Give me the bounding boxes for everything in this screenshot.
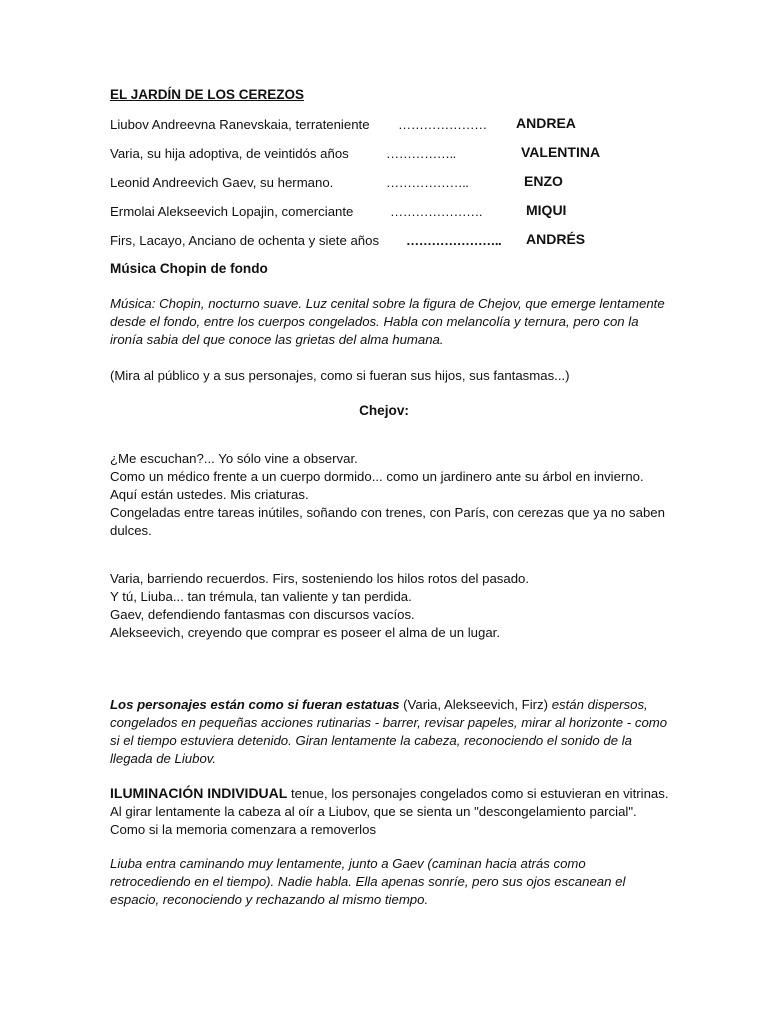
- stage-note: [110, 367, 670, 385]
- speech-line: Gaev, defendiendo fantasmas con discursos vacíos.: [110, 607, 415, 622]
- statues-text: [110, 696, 670, 768]
- cast-dots: ……………..: [386, 146, 456, 161]
- cast-actor: ANDRÉS: [526, 231, 586, 247]
- entrance-paragraph: [110, 855, 670, 909]
- speech-line: Aquí están ustedes. Mis criaturas.: [110, 487, 309, 502]
- stage-note-text: (Mira al público y a sus personajes, como si fueran sus hijos, sus fantasmas...): [110, 368, 570, 383]
- speech-line: Varia, barriendo recuerdos. Firs, sosteniendo los hilos rotos del pasado.: [110, 571, 530, 586]
- cast-role: Liubov Andreevna Ranevskaia, terrateniente: [110, 117, 370, 132]
- speaker-heading: Chejov:: [359, 403, 409, 418]
- statues-paren: (Varia, Alekseevich, Firz): [399, 697, 549, 712]
- intro-paragraph: [110, 295, 670, 349]
- intro-text: Música: Chopin, nocturno suave. Luz cenital sobre la figura de Chejov, que emerge lentamente desde el fondo, entre los cuerpos congelados. Habla con melancolía y ternura, pero con la ironía sabia del que conoce las grietas del alma humana.: [110, 296, 665, 347]
- cast-actor: VALENTINA: [521, 144, 601, 160]
- speech-line: Alekseevich, creyendo que comprar es poseer el alma de un lugar.: [110, 625, 500, 640]
- speech-line: Como un médico frente a un cuerpo dormido... como un jardinero ante su árbol en invierno.: [110, 469, 644, 484]
- cast-role: Firs, Lacayo, Anciano de ochenta y siete años: [110, 233, 380, 248]
- cast-row: [110, 146, 710, 164]
- cast-dots: ………………….: [390, 204, 482, 219]
- play-title: EL JARDÍN DE LOS CEREZOS: [110, 87, 305, 102]
- speech-block-2: [110, 570, 670, 642]
- lighting-paragraph: [110, 784, 670, 839]
- lighting-lead: ILUMINACIÓN INDIVIDUAL: [110, 785, 288, 801]
- cast-dots: …………………..: [406, 233, 502, 248]
- statues-rest: están dispersos, congelados en pequeñas acciones rutinarias - barrer, revisar papeles, mirar al horizonte - como si el tiempo estuviera detenido. Giran lentamente la cabeza, reconociendo el sonido de la llegada de Liubov.: [110, 697, 668, 766]
- cast-role: Varia, su hija adoptiva, de veintidós años: [110, 146, 349, 161]
- cast-row: [110, 175, 710, 193]
- cast-row: [110, 204, 710, 222]
- speech-line: Y tú, Liuba... tan trémula, tan valiente y tan perdida.: [110, 589, 412, 604]
- cast-actor: ENZO: [524, 173, 563, 189]
- speech-block-1: [110, 450, 670, 540]
- cast-actor: ANDREA: [516, 115, 576, 131]
- lighting-text: [110, 784, 670, 839]
- cast-row: [110, 117, 710, 135]
- cast-role: Leonid Andreevich Gaev, su hermano.: [110, 175, 334, 190]
- speech-line: Congeladas entre tareas inútiles, soñando con trenes, con París, con cerezas que ya no saben dulces.: [110, 505, 665, 538]
- cast-role: Ermolai Alekseevich Lopajin, comerciante: [110, 204, 354, 219]
- cast-row: [110, 233, 710, 251]
- cast-dots: …………………: [398, 117, 487, 132]
- statues-paragraph: [110, 696, 670, 768]
- speech-line: ¿Me escuchan?... Yo sólo vine a observar.: [110, 451, 358, 466]
- lighting-rest: tenue, los personajes congelados como si estuvieran en vitrinas. Al girar lentamente la cabeza al oír a Liubov, que se sienta un "descongelamiento parcial". Como si la memoria comenzara a removerlos: [110, 786, 669, 837]
- music-heading: Música Chopin de fondo: [110, 261, 268, 276]
- cast-actor: MIQUI: [526, 202, 567, 218]
- statues-lead: Los personajes están como si fueran estatuas: [110, 697, 400, 712]
- entrance-text: Liuba entra caminando muy lentamente, junto a Gaev (caminan hacia atrás como retrocediendo en el tiempo). Nadie habla. Ella apenas sonríe, pero sus ojos escanean el espacio, reconociendo y rechazando al mismo tiempo.: [110, 856, 626, 907]
- cast-dots: ………………..: [386, 175, 469, 190]
